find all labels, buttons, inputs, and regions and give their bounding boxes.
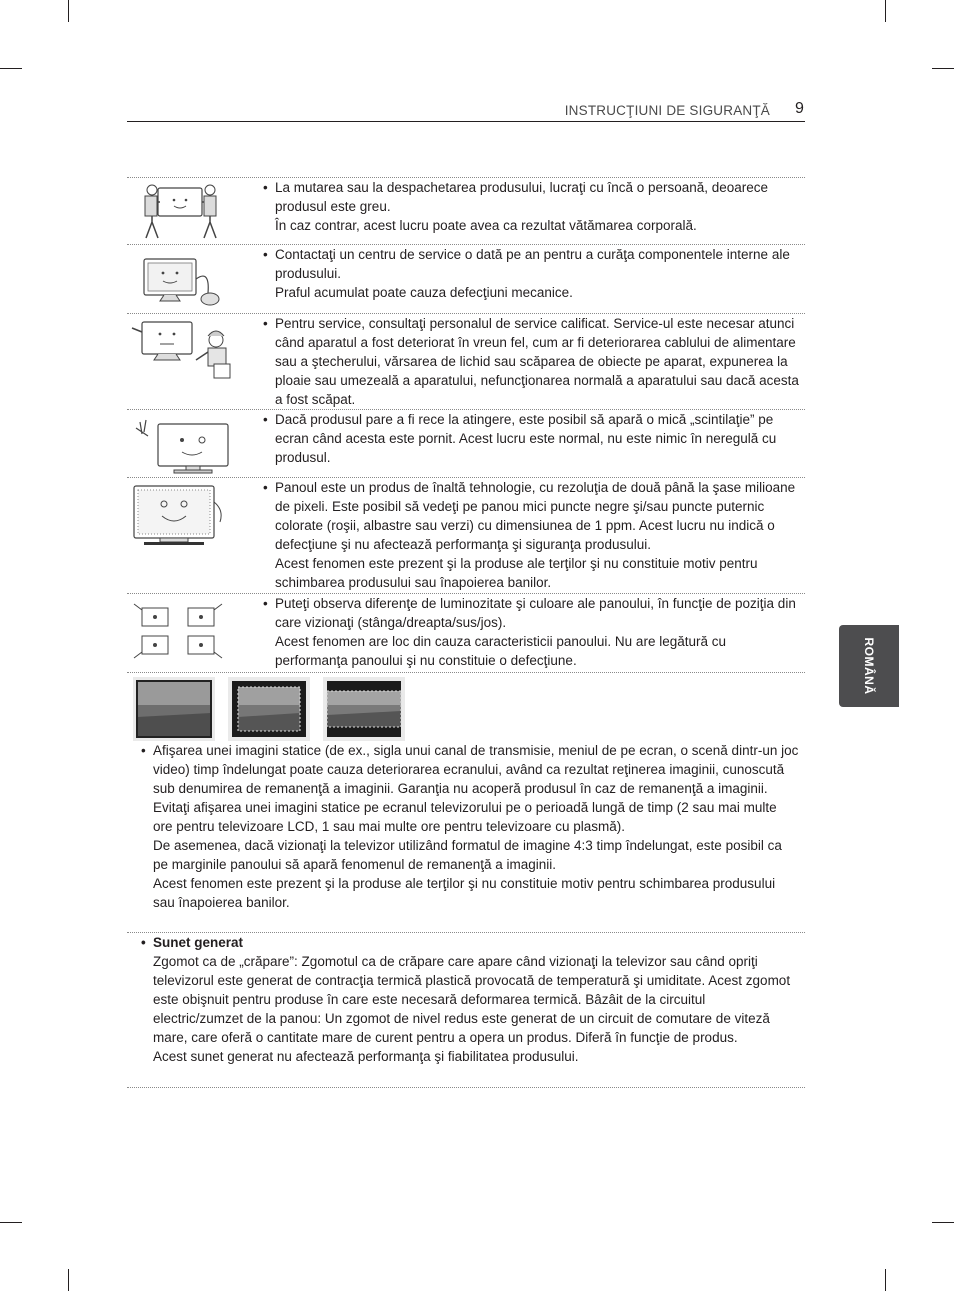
tv-vacuum-cleaner-icon [130, 249, 230, 309]
safety-row-viewing-angle [127, 593, 805, 672]
paragraph: În caz contrar, acest lucru poate avea ca rezultat vătămarea corporală. [275, 218, 697, 233]
crop-mark [885, 1269, 886, 1291]
paragraph: Evitaţi afişarea unei imagini statice pe ecranul televizorului pe o perioadă lungă de timp (2 sau mai multe ore pentru televizoare LCD, 1 sau mai multe ore pentru televizoare cu plasmă). [153, 800, 777, 834]
language-tab [839, 625, 899, 707]
paragraph: Acest fenomen are loc din cauza caracteristicii panoului. Nu are legătură cu performanţa panoului şi nu constituie o defecţiune. [275, 634, 726, 668]
crop-mark [885, 0, 886, 22]
safety-row-sound [127, 932, 805, 1088]
list-item [263, 314, 799, 409]
list-item [141, 741, 799, 912]
paragraph: • Pentru service, consultaţi personalul de service calificat. Service-ul este necesar atunci când aparatul a fost deteriorat în vreun fel, cum ar fi deteriorarea cablului de alimentare sau a ştecherului, vărsarea de lichid sau scăparea de obiecte pe aparat, expunerea la ploaie sau umezeală a aparatului, nefuncţionarea normală a aparatului sau dacă acesta a fost scăpat. [275, 316, 799, 407]
paragraph: Acest sunet generat nu afectează performanţa şi fiabilitatea produsului. [153, 1049, 579, 1064]
list-item [263, 245, 799, 302]
safety-row-service [127, 313, 805, 409]
safety-row-static-image [127, 672, 805, 932]
list-item [263, 410, 799, 467]
tv-pixel-dots-icon [130, 482, 234, 548]
list-item [141, 933, 799, 952]
paragraph: Praful acumulat poate cauza defecţiuni mecanice. [275, 285, 573, 300]
two-people-carrying-tv-icon [130, 182, 230, 240]
list-item [263, 178, 799, 235]
language-tab-label: ROMÂNĂ [862, 637, 876, 695]
list-item [263, 594, 799, 670]
safety-row-pixels [127, 477, 805, 593]
paragraph: Acest fenomen este prezent şi la produse ale terţilor şi nu constituie motiv pentru schimbarea produsului sau înapoierea banilor. [275, 556, 758, 590]
tv-letterbox-image [323, 677, 405, 741]
safety-row-cleaning [127, 244, 805, 313]
crop-mark [68, 0, 69, 22]
paragraph: De asemenea, dacă vizionaţi la televizor utilizând formatul de imagine 4:3 timp îndelungat, este posibil ca pe marginile panoului să apară fenomenul de remanenţă a imaginii. [153, 838, 782, 872]
paragraph: • Puteţi observa diferenţe de luminozitate şi culoare ale panoului, în funcţie de poziţia din care vizionaţi (stânga/dreapta/sus/jos). [275, 596, 796, 630]
paragraph: • Panoul este un produs de înaltă tehnologie, cu rezoluţia de două până la şase milioane de pixeli. Este posibil să vedeţi pe panou mici puncte negre şi/sau puncte puternic colorate (roşii, albastre sau verzi) cu dimensiunea de 1 ppm. Acest lucru nu indică o defecţiune şi nu afectează performanţa şi siguranţa produsului. [275, 480, 796, 552]
paragraph: Zgomot ca de „crăpare”: Zgomotul ca de crăpare care apare când vizionaţi la televizor sau când opriţi televizorul este generat de contracţia termică plastică provocată de temperatură şi umiditate. Acest zgomot este obişnuit pentru produse în care este necesară deformarea termică. Bâzâit de la circuitul electric/zumzet de la panou: Un zgomot de nivel redus este generat de un circuit de comutare de viteză mare, care oferă o cantitate mare de curent pentru a opera un produs. Diferă în funcţie de produs. [153, 954, 791, 1045]
safety-row-scintillation [127, 409, 805, 477]
paragraph: • La mutarea sau la despachetarea produsului, lucraţi cu încă o persoană, deoarece produsul este greu. [275, 180, 769, 214]
paragraph: • Afişarea unei imagini statice (de ex., sigla unui canal de transmisie, meniul de pe ecran, o scenă dintr-un joc video) timp îndelungat poate cauza deteriorarea ecranului, având ca rezultat reţinerea imaginii, cunoscută sub denumirea de remanenţă a imaginii. Garanţia nu acoperă produsul în caz de remanenţă a imaginii. [153, 743, 799, 796]
list-item [263, 478, 799, 592]
paragraph: Acest fenomen este prezent şi la produse ale terţilor şi nu constituie motiv pentru schimbarea produsului sau înapoierea banilor. [153, 876, 776, 910]
header-title: INSTRUCŢIUNI DE SIGURANŢĂ [564, 103, 770, 118]
crop-mark [932, 1222, 954, 1223]
tv-static-logo-image [133, 677, 215, 741]
paragraph: • Contactaţi un centru de service o dată pe an pentru a curăţa componentele interne ale produsului. [275, 247, 790, 281]
section-heading: • Sunet generat [153, 935, 244, 950]
crop-mark [0, 1222, 22, 1223]
tv-viewing-angles-icon [130, 598, 230, 662]
crop-mark [0, 68, 22, 69]
safety-row-carry [127, 177, 805, 244]
crop-mark [68, 1269, 69, 1291]
page-number: 9 [795, 100, 804, 117]
header-rule [127, 121, 805, 122]
tv-cold-scintillation-icon [130, 414, 234, 476]
paragraph: • Dacă produsul pare a fi rece la atingere, este posibil să apară o mică „scintilaţie” pe ecran când acesta este pornit. Acest lucru este normal, nu este nimic în neregulă cu produsul. [275, 412, 777, 465]
crop-mark [932, 68, 954, 69]
tv-service-technician-icon [130, 318, 242, 384]
tv-pillarbox-image [228, 677, 310, 741]
